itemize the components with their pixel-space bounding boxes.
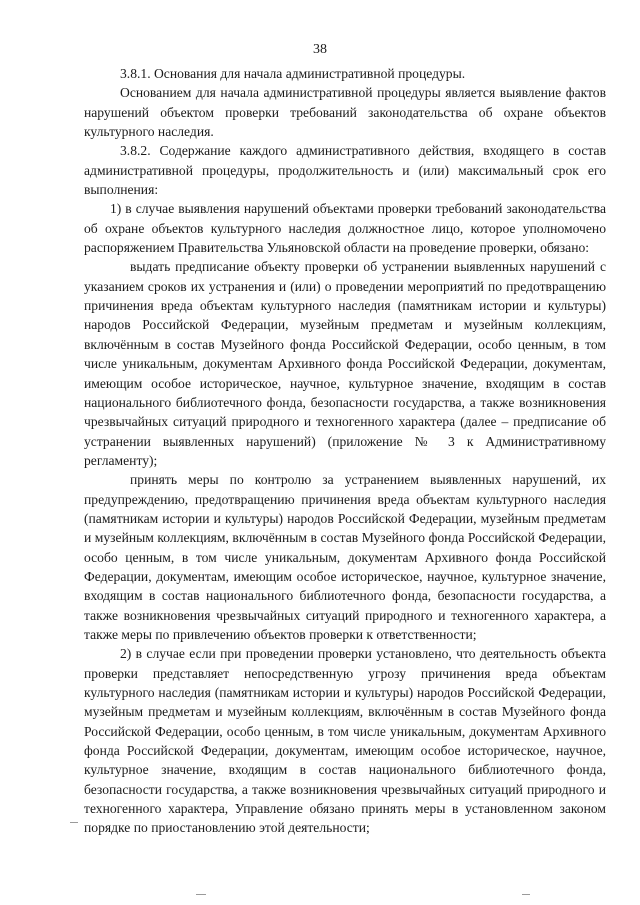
scan-artifact-bottom-left bbox=[196, 894, 206, 895]
paragraph-issue-order: выдать предписание объекту проверки об устранении выявленных нарушений с указанием сроков их устранения и (или) о проведении мероприятий по предотвращению причинения вреда объектам культурного наследия (памятникам истории и культуры) народов Российской Федерации, музейным предметам и музейным коллекциям, включённым в состав Музейного фонда Российской Федерации, особо ценным, в том числе уникальным, документам Архивного фонда Российской Федерации, документам, имеющим особое историческое, научное, культурное значение, входящим в состав национального библиотечного фонда, безопасности государства, а также возникновения чрезвычайных ситуаций природного и техногенного характера (далее – предписание об устранении выявленных нарушений) (приложение № 3 к Административному регламенту); bbox=[84, 259, 606, 468]
paragraph-grounds: Основанием для начала административной процедуры является выявление фактов нарушений объектом проверки требований законодательства об охране объектов культурного наследия. bbox=[84, 85, 606, 140]
paragraph-3-8-2-heading: 3.8.2. Содержание каждого административного действия, входящего в состав административной процедуры, продолжительность и (или) максимальный срок его выполнения: bbox=[84, 143, 606, 198]
scan-artifact-left bbox=[70, 822, 78, 823]
paragraph-3-8-1-heading: 3.8.1. Основания для начала административной процедуры. bbox=[120, 66, 466, 81]
page-number: 38 bbox=[313, 42, 327, 57]
paragraph-item-1: 1) в случае выявления нарушений объектами проверки требований законодательства об охране объектов культурного наследия должностное лицо, которое уполномочено распоряжением Правительства Ульяновской области на проведение проверки, обязано: bbox=[84, 201, 606, 256]
paragraph-item-2: 2) в случае если при проведении проверки установлено, что деятельность объекта проверки представляет непосредственную угрозу причинения вреда объектам культурного наследия (памятникам истории и культуры) народов Российской Федерации, музейным предметам и музейным коллекциям, включённым в состав Музейного фонда Российской Федерации, особо ценным, в том числе уникальным, документам Архивного фонда Российской Федерации, документам, имеющим особое историческое, научное, культурное значение, входящим в состав национального библиотечного фонда, безопасности государства, а также возникновения чрезвычайных ситуаций природного и техногенного характера, Управление обязано принять меры в установленном законом порядке по приостановлению этой деятельности; bbox=[84, 646, 606, 836]
document-body bbox=[84, 64, 606, 838]
paragraph-take-measures: принять меры по контролю за устранением выявленных нарушений, их предупреждению, предотвращению причинения вреда объектам культурного наследия (памятникам истории и культуры) народов Российской Федерации, музейным предметам и музейным коллекциям, включённым в состав Музейного фонда Российской Федерации, особо ценным, в том числе уникальным, документам Архивного фонда Российской Федерации, документам, имеющим особое историческое, научное, культурное значение, входящим в состав национального библиотечного фонда, безопасности государства, а также возникновения чрезвычайных ситуаций природного и техногенного характера, а также меры по привлечению объектов проверки к ответственности; bbox=[84, 472, 606, 642]
scan-artifact-bottom-right bbox=[522, 894, 530, 895]
